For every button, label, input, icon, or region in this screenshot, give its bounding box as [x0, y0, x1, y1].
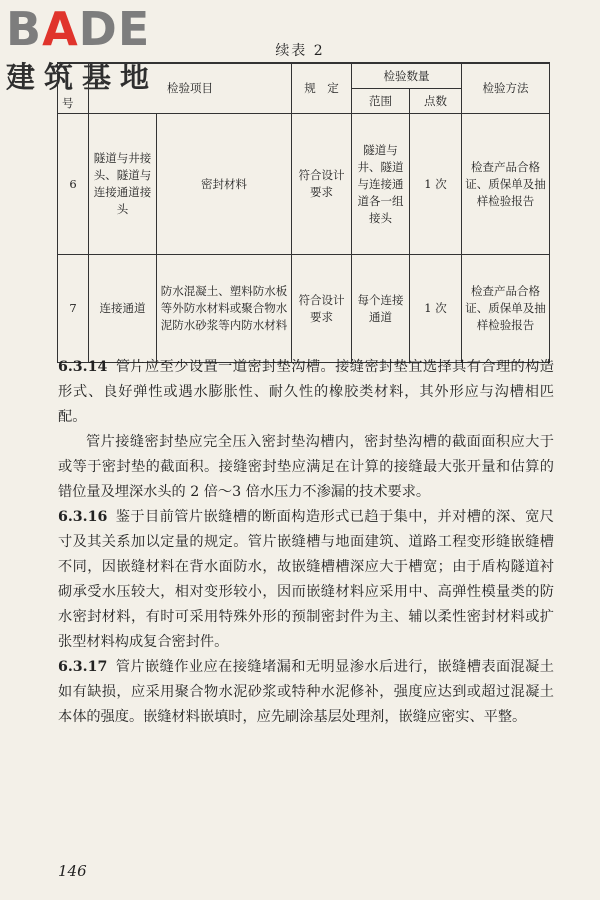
header-points: 点数: [410, 89, 462, 114]
cell-method: 检查产品合格证、质保单及抽样检验报告: [462, 255, 550, 363]
section-number: 6.3.14: [58, 359, 108, 375]
paragraph-6-3-17: [58, 655, 554, 730]
body-text: [58, 355, 554, 730]
cell-rule: 符合设计要求: [292, 255, 352, 363]
cell-category: 连接通道: [89, 255, 157, 363]
logo-subtitle: 建筑基地: [6, 60, 159, 94]
cell-method: 检查产品合格证、质保单及抽样检验报告: [462, 114, 550, 255]
cell-range: 每个连接通道: [352, 255, 410, 363]
paragraph-text: 管片嵌缝作业应在接缝堵漏和无明显渗水后进行，嵌缝槽表面混凝土如有缺损，应采用聚合物水泥砂浆或特种水泥修补，强度应达到或超过混凝土本体的强度。嵌缝材料嵌填时，应先刷涂基层处理剂，嵌缝应密实、平整。: [58, 659, 554, 725]
cell-range: 隧道与井、隧道与连接通道各一组接头: [352, 114, 410, 255]
cell-item: 防水混凝土、塑料防水板等外防水材料或聚合物水泥防水砂浆等内防水材料: [157, 255, 292, 363]
cell-rule: 符合设计要求: [292, 114, 352, 255]
header-number: 号: [58, 63, 89, 114]
header-range: 范围: [352, 89, 410, 114]
cell-category: 隧道与井接头、隧道与连接通道接头: [89, 114, 157, 255]
header-rule: 规 定: [292, 63, 352, 114]
logo-accent-letter: A: [42, 2, 79, 56]
cell-number: 6: [58, 114, 89, 255]
table-caption: 续表 2: [275, 43, 325, 59]
paragraph-text: 鉴于目前管片嵌缝槽的断面构造形式已趋于集中，并对槽的深、宽尺寸及其关系加以定量的规定。管片嵌缝槽与地面建筑、道路工程变形缝嵌缝槽不同，因嵌缝材料在背水面防水，故嵌缝槽槽深应大于槽宽；由于盾构隧道衬砌承受水压较大，相对变形较小，因而嵌缝材料应采用中、高弹性模量类的防水密封材料，有时可采用特殊外形的预制密封件为主、辅以柔性密封材料或扩张型材料构成复合密封件。: [58, 509, 554, 650]
cell-points: 1 次: [410, 114, 462, 255]
paragraph-6-3-16: [58, 505, 554, 655]
cell-points: 1 次: [410, 255, 462, 363]
cell-number: 7: [58, 255, 89, 363]
table-row: [58, 114, 550, 255]
header-method: 检验方法: [462, 63, 550, 114]
section-number: 6.3.16: [58, 509, 108, 525]
table-row: [58, 255, 550, 363]
paragraph-continuation: [58, 430, 554, 505]
header-item: 检验项目: [89, 63, 292, 114]
inspection-table: [57, 62, 550, 363]
cell-item: 密封材料: [157, 114, 292, 255]
section-number: 6.3.17: [58, 659, 108, 675]
logo-wordmark: BADE: [6, 2, 151, 56]
paragraph-text: 管片应至少设置一道密封垫沟槽。接缝密封垫宜选择具有合理的构造形式、良好弹性或遇水膨胀性、耐久性的橡胶类材料，其外形应与沟槽相匹配。: [58, 359, 554, 425]
page-number: 146: [58, 862, 87, 880]
paragraph-6-3-14: [58, 355, 554, 430]
header-quantity: 检验数量: [352, 63, 462, 89]
paragraph-text: 管片接缝密封垫应完全压入密封垫沟槽内，密封垫沟槽的截面面积应大于或等于密封垫的截面积。接缝密封垫应满足在计算的接缝最大张开量和估算的错位量及埋深水头的 2 倍～3 倍水压力不渗漏的技术要求。: [58, 434, 554, 500]
